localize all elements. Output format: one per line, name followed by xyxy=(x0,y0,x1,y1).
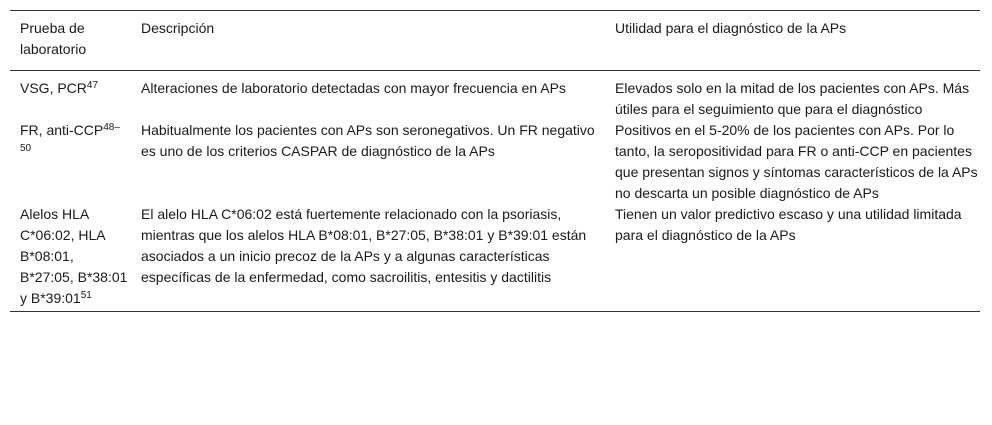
lab-test-name: Alelos HLA C*06:02, HLA B*08:01, B*27:05, B*38:01 y B*39:01 xyxy=(20,206,128,306)
table-row xyxy=(10,71,980,121)
cell-utility: Elevados solo en la mitad de los pacientes con APs. Más útiles para el seguimiento que para el diagnóstico xyxy=(615,80,970,117)
header-lab-test: Prueba de laboratorio xyxy=(20,20,87,57)
cell-lab-test xyxy=(10,71,131,121)
reference-superscript: 51 xyxy=(80,290,92,301)
lab-test-name: FR, anti-CCP xyxy=(20,122,104,138)
reference-superscript: 47 xyxy=(86,80,99,91)
cell-lab-test xyxy=(10,204,131,312)
cell-utility: Tienen un valor predictivo escaso y una utilidad limitada para el diagnóstico de la APs xyxy=(615,206,962,243)
table-row xyxy=(10,120,980,204)
cell-lab-test xyxy=(10,120,131,204)
cell-description: El alelo HLA C*06:02 está fuertemente relacionado con la psoriasis, mientras que los alelos HLA B*08:01, B*27:05, B*38:01 y B*39:01 están asociados a un inicio precoz de la APs y a algunas características específicas de la enfermedad, como sacroilitis, entesitis y dactilitis xyxy=(141,206,587,285)
lab-tests-table xyxy=(10,10,980,312)
cell-utility: Positivos en el 5-20% de los pacientes con APs. Por lo tanto, la seropositividad para FR o anti-CCP en pacientes que presentan signos y síntomas característicos de la APs no descarta un posible diagnóstico de APs xyxy=(615,122,978,201)
table-row xyxy=(10,204,980,312)
table-header-row xyxy=(10,11,980,71)
header-description: Descripción xyxy=(141,20,215,36)
lab-test-name: VSG, PCR xyxy=(20,80,87,96)
cell-description: Habitualmente los pacientes con APs son seronegativos. Un FR negativo es uno de los criterios CASPAR de diagnóstico de la APs xyxy=(141,122,595,159)
cell-description: Alteraciones de laboratorio detectadas con mayor frecuencia en APs xyxy=(141,80,566,96)
header-diagnostic-utility: Utilidad para el diagnóstico de la APs xyxy=(615,20,847,36)
reference-superscript: 48–50 xyxy=(20,122,120,154)
